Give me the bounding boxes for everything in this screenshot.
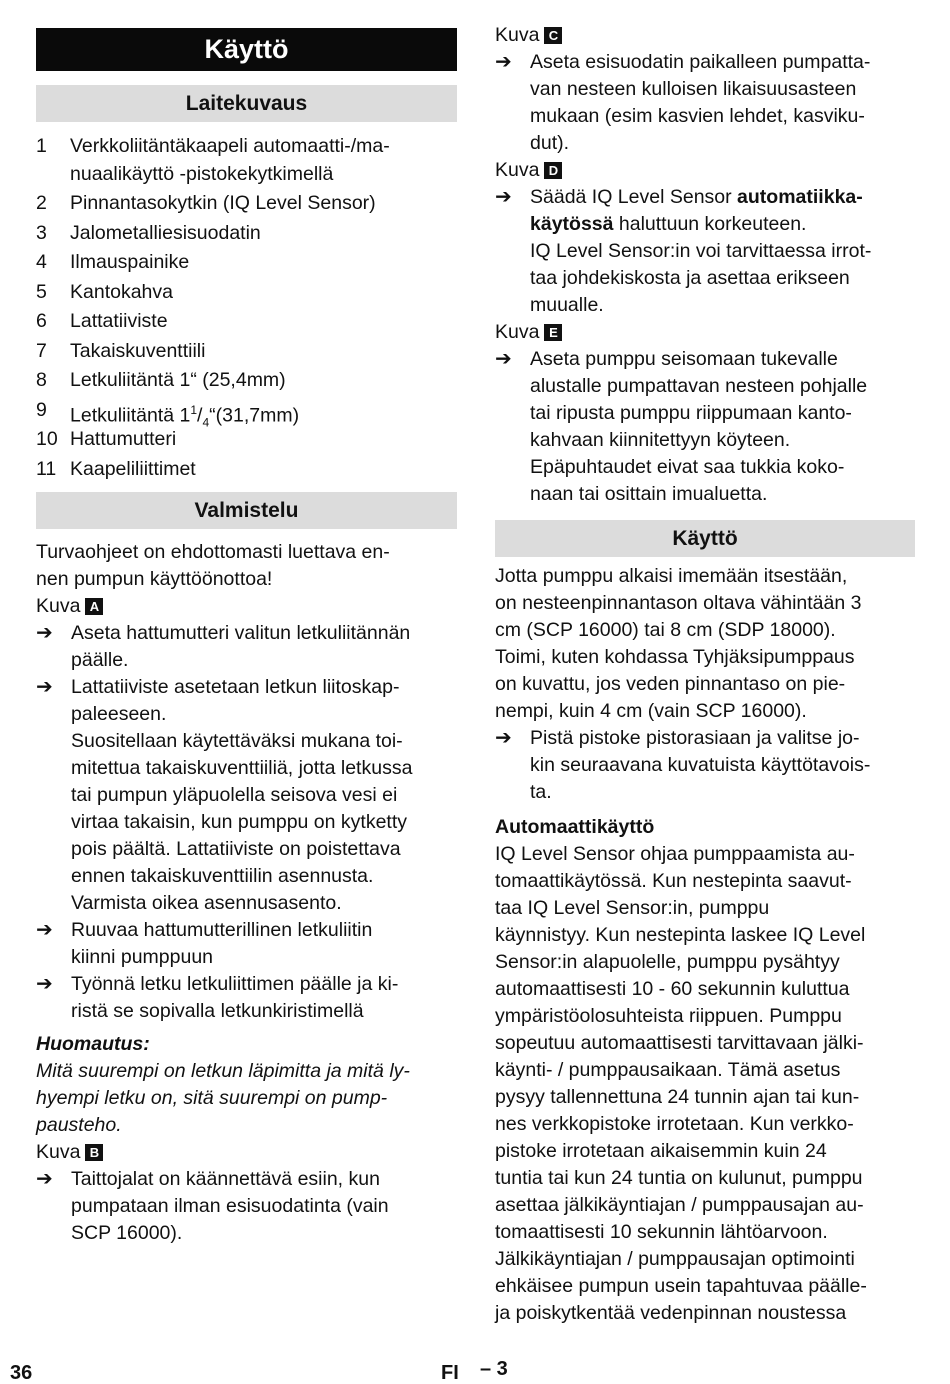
step-explanation (495, 454, 915, 508)
text-line: virtaa takaisin, kun pumppu on kytketty (71, 811, 408, 833)
text-line: tomaattikäytössä. Kun nestepinta saavut- (495, 870, 852, 892)
text-line: Aseta pumppu seisomaan tukevalle (530, 348, 838, 370)
text-line: Turvaohjeet on ehdottomasti luettava en- (36, 541, 390, 563)
figure-letter-box: B (85, 1144, 103, 1161)
list-item (36, 189, 457, 219)
text-line: Aseta hattumutteri valitun letkuliitännän (71, 622, 411, 644)
text-line: nes verkkopistoke irrotetaan. Kun verkko- (495, 1113, 854, 1135)
list-item (36, 366, 457, 396)
item-text: Pinnantasokytkin (IQ Level Sensor) (70, 192, 376, 214)
item-text: “(31,7mm) (209, 404, 300, 426)
right-column (495, 22, 915, 1327)
text-line: Jälkikäyntiajan / pumppausajan optimointi (495, 1248, 855, 1270)
fraction-slash: / (197, 404, 203, 426)
text-line: tomaattisesti 10 sekunnin lähtöarvoon. (495, 1221, 828, 1243)
text-line: pistoke irrotetaan aikaisemmin kuin 24 (495, 1140, 827, 1162)
item-number: 8 (36, 369, 47, 391)
section-heading-valmistelu: Valmistelu (36, 492, 457, 529)
item-text: Letkuliitäntä 1 (70, 404, 191, 426)
text-line: nen pumpun käyttöönottoa! (36, 568, 273, 590)
text-line: sopeutuu automaattisesti tarvittavaan jälki- (495, 1032, 864, 1054)
text-line: Aseta esisuodatin paikalleen pumpatta- (530, 51, 871, 73)
figure-reference-b (36, 1139, 457, 1166)
left-column (36, 28, 457, 1247)
instruction-step (36, 1166, 457, 1247)
text-line: Ruuvaa hattumutterillinen letkuliitin (71, 919, 373, 941)
sub-page-number: – 3 (480, 1358, 508, 1380)
arrow-right-icon: ➔ (495, 727, 512, 749)
item-text: Kantokahva (70, 280, 173, 303)
text-line: cm (SCP 16000) tai 8 cm (SDP 18000). (495, 619, 836, 641)
arrow-right-icon: ➔ (36, 676, 53, 698)
text-line: Varmista oikea asennusasento. (71, 892, 342, 914)
text-line: muualle. (530, 294, 604, 316)
text-line: Toimi, kuten kohdassa Tyhjäksipumppaus (495, 646, 855, 668)
language-code: FI (441, 1362, 459, 1384)
page-title: Käyttö (36, 28, 457, 71)
text-line: Jotta pumppu alkaisi imemään itsestään, (495, 565, 848, 587)
figure-reference-c (495, 22, 915, 49)
item-text: nuaalikäyttö -pistokekytkimellä (70, 163, 334, 185)
item-text: Jalometalliesisuodatin (70, 221, 261, 244)
figure-letter-box: D (544, 162, 562, 179)
item-number: 5 (36, 280, 47, 303)
text-line: paleeseen. (71, 703, 167, 725)
item-text: Letkuliitäntä 1“ (25,4mm) (70, 369, 286, 391)
text-line: tai ripusta pumppu riippumaan kanto- (530, 402, 852, 424)
text-line: Epäpuhtaudet eivat saa tukkia koko- (530, 456, 845, 478)
text-line: kin seuraavana kuvatuista käyttötavois- (530, 754, 871, 776)
emphasis-text: käytössä (530, 213, 614, 235)
text-line: mitettua takaiskuventtiiliä, jotta letkussa (71, 757, 413, 779)
item-number: 9 (36, 398, 47, 421)
item-number: 4 (36, 251, 47, 273)
figure-letter-box: C (544, 27, 562, 44)
item-text: Kaapeliliittimet (70, 457, 196, 480)
text-line: pois päältä. Lattatiiviste on poistettava (71, 838, 401, 860)
text-line: kiinni pumppuun (71, 946, 214, 968)
step-explanation (36, 728, 457, 917)
text-line: käynnistyy. Kun nestepinta laskee IQ Level (495, 924, 866, 946)
text-line: taa johdekiskosta ja asettaa erikseen (530, 267, 850, 289)
item-number: 10 (36, 428, 58, 450)
figure-reference-e (495, 319, 915, 346)
text-line: van nesteen kulloisen likaisuusasteen (530, 78, 857, 100)
text-line: käynti- / pumppausaikaan. Tämä asetus (495, 1059, 841, 1081)
text-line: ennen takaiskuventtiilin asennusta. (71, 865, 374, 887)
list-item (36, 248, 457, 278)
text-line: Mitä suurempi on letkun läpimitta ja mitä ly- (36, 1060, 410, 1082)
item-text: Verkkoliitäntäkaapeli automaatti-/ma- (70, 135, 390, 157)
instruction-step (36, 620, 457, 674)
text-line: pumpataan ilman esisuodatinta (vain (71, 1195, 389, 1217)
text-line: Työnnä letku letkuliittimen päälle ja ki- (71, 973, 399, 995)
item-number: 6 (36, 310, 47, 332)
text-line: IQ Level Sensor ohjaa pumppaamista au- (495, 843, 855, 865)
text-line: pausteho. (36, 1114, 122, 1136)
item-number: 3 (36, 221, 47, 244)
item-number: 7 (36, 339, 47, 362)
arrow-right-icon: ➔ (495, 348, 512, 370)
arrow-right-icon: ➔ (36, 973, 53, 995)
arrow-right-icon: ➔ (495, 51, 512, 73)
section-heading-kaytto: Käyttö (495, 520, 915, 557)
text-line: taa IQ Level Sensor:in, pumppu (495, 897, 770, 919)
section-heading-laitekuvaus: Laitekuvaus (36, 85, 457, 122)
intro-paragraph (36, 539, 457, 593)
figure-label: Kuva (36, 595, 81, 617)
text-line: Säädä IQ Level Sensor (530, 186, 738, 208)
text-line: kahvaan kiinnitettyyn köyteen. (530, 429, 791, 451)
text-line: Sensor:in alapuolelle, pumppu pysähtyy (495, 951, 840, 973)
parts-list (36, 130, 457, 484)
text-line: nempi, kuin 4 cm (vain SCP 16000). (495, 700, 807, 722)
text-line: tai pumpun yläpuolella seisova vesi ei (71, 784, 398, 806)
text-line: haluttuun korkeuteen. (613, 213, 807, 235)
text-line: mukaan (esim kasvien lehdet, kasviku- (530, 105, 865, 127)
text-line: ta. (530, 781, 552, 803)
item-number: 11 (36, 457, 57, 480)
text-line: asettaa jälkikäyntiajan / pumppausajan au- (495, 1194, 864, 1216)
fraction-numerator: 1 (190, 402, 198, 417)
figure-reference-a (36, 593, 457, 620)
text-line: IQ Level Sensor:in voi tarvittaessa irrot- (530, 240, 872, 262)
item-text: Lattatiiviste (70, 310, 168, 332)
text-line: automaattisesti 10 - 60 sekunnin kuluttua (495, 978, 850, 1000)
emphasis-text: automatiikka- (737, 186, 863, 208)
figure-label: Kuva (36, 1141, 81, 1163)
paragraph (495, 563, 915, 725)
fraction-denominator: 4 (202, 414, 210, 429)
text-line: pysyy tallennettuna 24 tunnin ajan tai kun- (495, 1086, 860, 1108)
page-number: 36 (10, 1362, 33, 1384)
arrow-right-icon: ➔ (36, 919, 53, 941)
list-item (36, 425, 457, 455)
text-line: päälle. (71, 649, 129, 671)
instruction-step (495, 346, 915, 454)
text-line: hyempi letku on, sitä suurempi on pump- (36, 1087, 388, 1109)
text-line: Lattatiiviste asetetaan letkun liitoskap- (71, 676, 400, 698)
figure-reference-d (495, 157, 915, 184)
item-number: 2 (36, 192, 47, 214)
text-line: Suositellaan käytettäväksi mukana toi- (71, 730, 403, 752)
list-item (36, 337, 457, 367)
list-item (36, 307, 457, 337)
text-line: alustalle pumpattavan nesteen pohjalle (530, 375, 868, 397)
item-text: Ilmauspainike (70, 251, 190, 273)
text-line: ympäristöolosuhteista riippuen. Pumppu (495, 1005, 842, 1027)
text-line: Taittojalat on käännettävä esiin, kun (71, 1168, 380, 1190)
subheading-automaattikaytto: Automaattikäyttö (495, 816, 655, 838)
step-explanation (495, 238, 915, 319)
figure-label: Kuva (495, 24, 540, 46)
instruction-step (495, 49, 915, 157)
instruction-step (495, 725, 915, 806)
text-line: tuntia tai kun 24 tuntia on kulunut, pumppu (495, 1167, 863, 1189)
arrow-right-icon: ➔ (495, 186, 512, 208)
item-text: Takaiskuventtiili (70, 339, 206, 362)
list-item (36, 396, 457, 429)
instruction-step (495, 184, 915, 238)
note-heading: Huomautus: (36, 1033, 150, 1055)
text-line: SCP 16000). (71, 1222, 183, 1244)
figure-label: Kuva (495, 159, 540, 181)
paragraph (495, 841, 915, 1327)
list-item (36, 278, 457, 308)
arrow-right-icon: ➔ (36, 622, 53, 644)
figure-letter-box: A (85, 598, 103, 615)
item-text: Hattumutteri (70, 428, 177, 450)
text-line: ja poiskytkentää vedenpinnan noustessa (495, 1302, 847, 1324)
note-text (36, 1058, 457, 1139)
figure-label: Kuva (495, 321, 540, 343)
list-item (36, 219, 457, 249)
item-number: 1 (36, 135, 47, 157)
instruction-step (36, 674, 457, 728)
text-line: dut). (530, 132, 570, 154)
instruction-step (36, 917, 457, 971)
text-line: naan tai osittain imualuetta. (530, 483, 768, 505)
text-line: on kuvattu, jos veden pinnantaso on pie- (495, 673, 846, 695)
list-item (36, 455, 457, 485)
text-line: ehkäisee pumpun usein tapahtuvaa päälle- (495, 1275, 867, 1297)
instruction-step (36, 971, 457, 1025)
text-line: on nesteenpinnantason oltava vähintään 3 (495, 592, 862, 614)
text-line: ristä se sopivalla letkunkiristimellä (71, 1000, 364, 1022)
arrow-right-icon: ➔ (36, 1168, 53, 1190)
text-line: Pistä pistoke pistorasiaan ja valitse jo- (530, 727, 860, 749)
figure-letter-box: E (544, 324, 562, 341)
list-item (36, 130, 457, 189)
